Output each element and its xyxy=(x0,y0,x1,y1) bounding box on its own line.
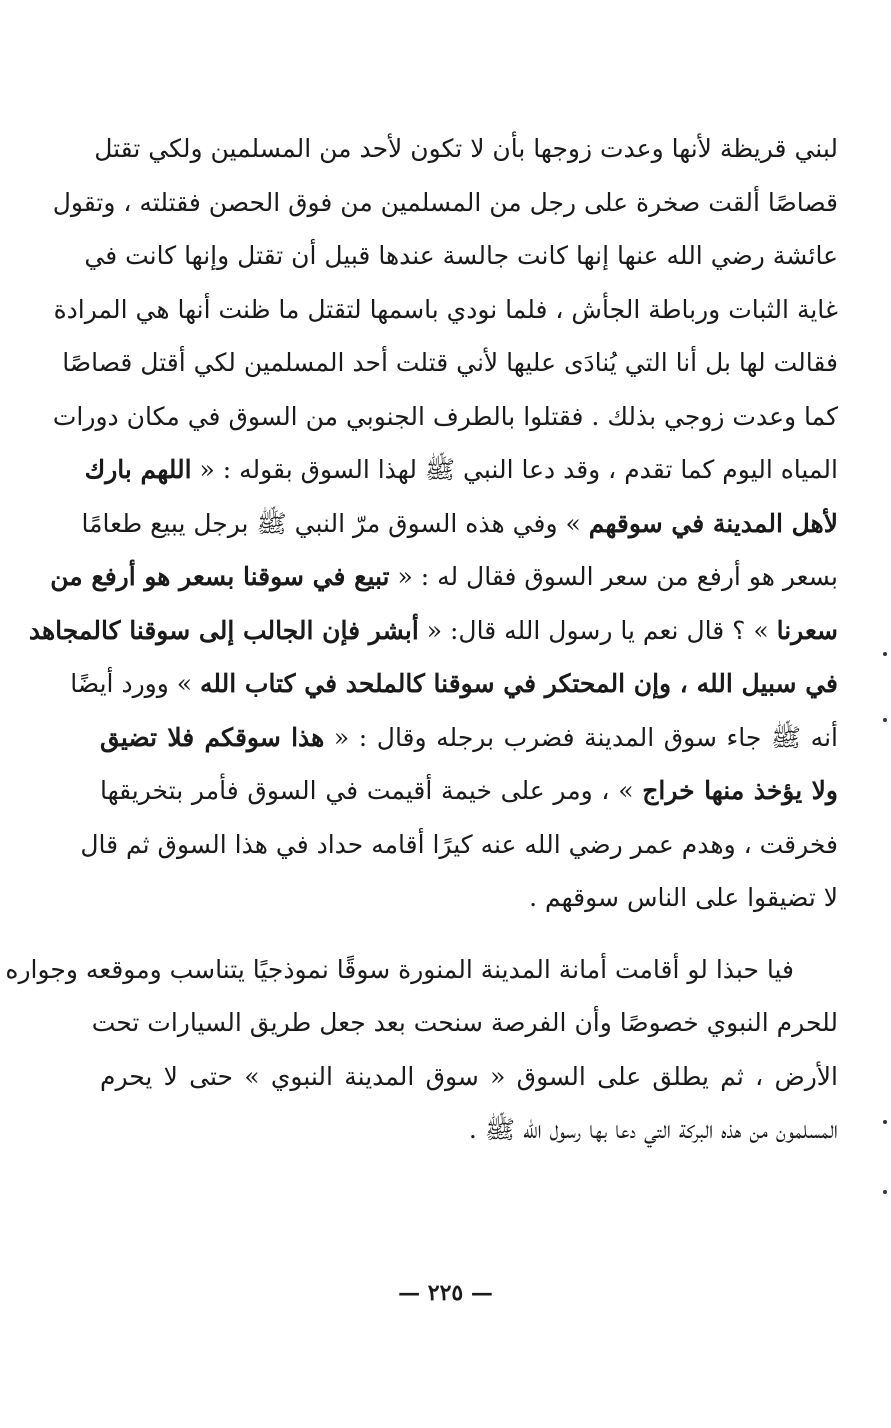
text-line xyxy=(53,283,838,337)
text-run: » وفي هذه السوق مرّ النبي ﷺ برجل يبيع طعامًا xyxy=(81,508,589,538)
hadith-quote: تبيع في سوقنا بسعر هو أرفع من xyxy=(50,562,390,591)
text-run: المياه اليوم كما تقدم ، وقد دعا النبي ﷺ لهذا السوق بقوله : « xyxy=(191,455,838,484)
margin-dot xyxy=(883,652,887,656)
margin-dot xyxy=(883,1120,887,1124)
text-run: بسعر هو أرفع من سعر السوق فقال له : « xyxy=(389,562,838,591)
text-line xyxy=(81,497,838,551)
hadith-quote: اللهم بارك xyxy=(84,455,192,484)
paragraph-2 xyxy=(5,943,838,1157)
text-run: » ، ومر على خيمة أقيمت في السوق فأمر بتخريقها xyxy=(100,776,643,805)
text-run: لا تضيقوا على الناس سوقهم . xyxy=(529,883,838,912)
paragraph-1 xyxy=(28,122,838,925)
text-run: الأرض ، ثم يطلق على السوق « سوق المدينة النبوي » حتى لا يحرم xyxy=(100,1061,838,1091)
hadith-quote: سعرنا xyxy=(776,615,838,645)
text-run: » ؟ قال نعم يا رسول الله قال: « xyxy=(418,615,777,645)
text-line xyxy=(50,550,838,604)
text-line xyxy=(100,764,838,818)
hadith-quote: ولا يؤخذ منها خراج xyxy=(642,776,838,805)
text-run: غاية الثبات ورباطة الجأش ، فلما نودي باسمها لتقتل ما ظنت أنها هي المرادة xyxy=(53,294,838,324)
text-run: للحرم النبوي خصوصًا وأن الفرصة سنحت بعد جعل طريق السيارات تحت xyxy=(91,1008,838,1037)
text-line xyxy=(84,443,838,497)
hadith-quote: في سبيل الله ، وإن المحتكر في سوقنا كالملحد في كتاب الله xyxy=(199,669,838,698)
page-body xyxy=(5,122,838,1157)
text-line xyxy=(100,871,838,925)
text-line xyxy=(100,1103,838,1157)
text-line xyxy=(52,390,838,444)
text-run: قصاصًا ألقت صخرة على رجل من المسلمين من فوق الحصن فقتلته ، وتقول xyxy=(52,187,838,217)
text-run: كما وعدت زوجي بذلك . فقتلوا بالطرف الجنوبي من السوق في مكان دورات xyxy=(52,401,838,431)
text-line xyxy=(62,336,838,390)
text-line xyxy=(52,176,838,230)
hadith-quote: هذا سوقكم فلا تضيق xyxy=(100,722,325,752)
paragraph-gap xyxy=(100,925,838,943)
text-line xyxy=(70,657,838,711)
text-run: المسلمون من هذه البركة التي دعا بها رسول الله ﷺ . xyxy=(468,1115,838,1144)
hadith-quote: لأهل المدينة في سوقهم xyxy=(588,508,838,538)
text-line xyxy=(94,122,838,176)
text-line xyxy=(91,996,838,1050)
hadith-quote: أبشر فإن الجالب إلى سوقنا كالمجاهد xyxy=(28,615,419,645)
text-run: لبني قريظة لأنها وعدت زوجها بأن لا تكون لأحد من المسلمين ولكي تقتل xyxy=(94,134,838,163)
text-line xyxy=(5,943,838,997)
text-line xyxy=(28,604,838,658)
text-run: » وورد أيضًا xyxy=(70,669,200,698)
page-number: — ٢٢٥ — xyxy=(398,1280,493,1306)
text-run: فقالت لها بل أنا التي يُنادَى عليها لأني قتلت أحد المسلمين لكي أقتل قصاصًا xyxy=(62,348,838,377)
text-line xyxy=(100,711,838,765)
text-run: أنه ﷺ جاء سوق المدينة فضرب برجله وقال : « xyxy=(324,722,838,752)
margin-dot xyxy=(883,718,887,722)
text-run: فخرقت ، وهدم عمر رضي الله عنه كيرًا أقامه حداد في هذا السوق ثم قال xyxy=(80,829,838,859)
text-line xyxy=(84,229,838,283)
text-run: عائشة رضي الله عنها إنها كانت جالسة عندها قبيل أن تقتل وإنها كانت في xyxy=(84,241,838,270)
text-line xyxy=(100,1050,838,1104)
margin-dot xyxy=(883,1190,887,1194)
text-line xyxy=(80,818,838,872)
text-run: فيا حبذا لو أقامت أمانة المدينة المنورة سوقًا نموذجيًا يتناسب وموقعه وجواره xyxy=(5,954,794,984)
